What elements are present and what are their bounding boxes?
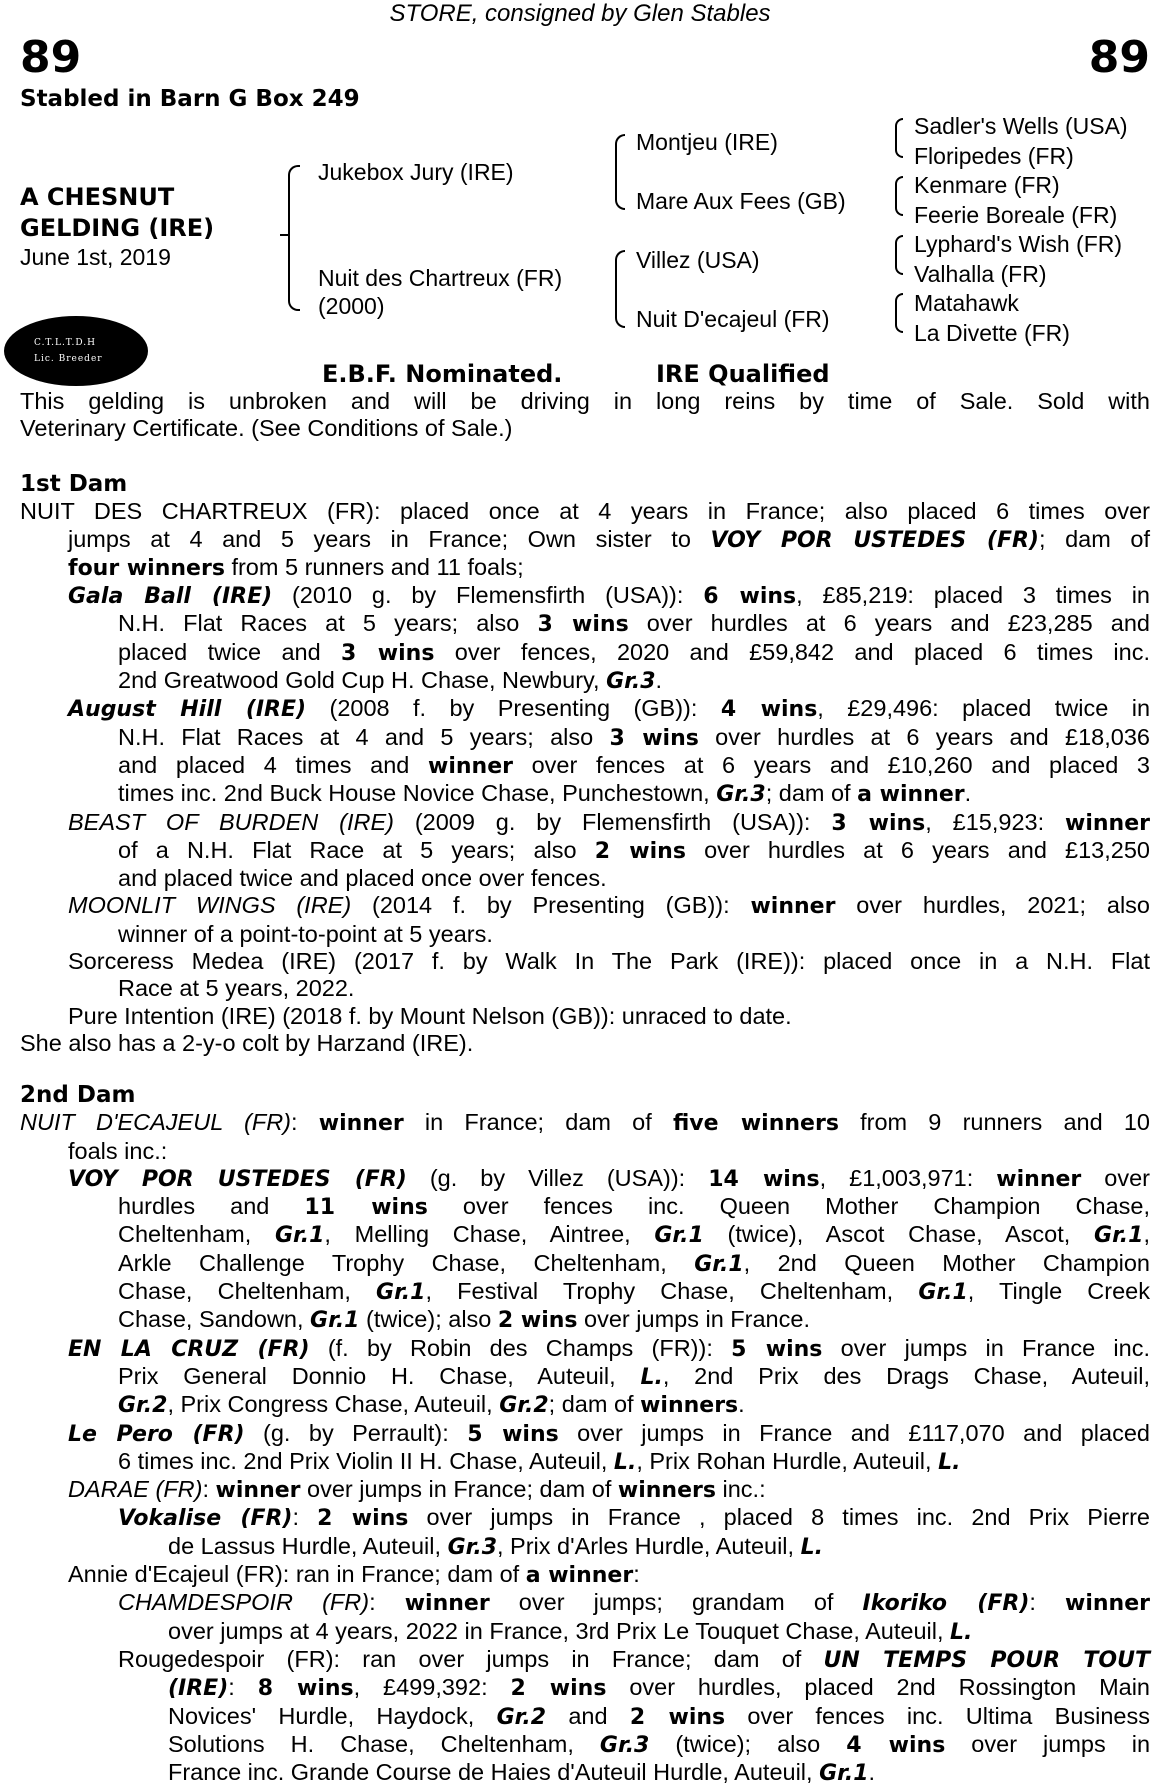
progeny-moonlit-wings: MOONLIT WINGS (IRE) (2014 f. by Presenting (GB)): winner over hurdles, 2021; also [68,892,1150,920]
first-dam-line: NUIT DES CHARTREUX (FR): placed once at 4 years in France; also placed 6 times over [20,498,1150,525]
progeny-line: Gr.2, Prix Congress Chase, Auteuil, Gr.2; dam of winners. [118,1391,745,1419]
pedigree-dds: Matahawk [914,290,1019,316]
horse-sex-line: GELDING (IRE) [20,214,215,242]
progeny-line: Chase, Sandown, Gr.1 (twice); also 2 wins over jumps in France. [118,1306,810,1334]
brace-gen1-tip [280,234,290,236]
progeny-voy-por-ustedes: VOY POR USTEDES (FR) (g. by Villez (USA)): 14 wins, £1,003,971: winner over [68,1164,1150,1192]
brace-ds [895,235,903,275]
progeny-chamdespoir: CHAMDESPOIR (FR): winner over jumps; grandam of Ikoriko (FR): winner [118,1589,1150,1617]
first-dam-line: jumps at 4 and 5 years in France; Own sister to VOY POR USTEDES (FR); dam of [68,525,1150,553]
lot-number-right: 89 [1088,32,1150,83]
pedigree-dam-sire: Villez (USA) [636,247,760,273]
progeny-line: Chase, Cheltenham, Gr.1, Festival Trophy Chase, Cheltenham, Gr.1, Tingle Creek [118,1278,1150,1306]
progeny-line: over jumps at 4 years, 2022 in France, 3rd Prix Le Touquet Chase, Auteuil, L. [168,1617,973,1645]
pedigree-sire-sire: Montjeu (IRE) [636,129,778,155]
progeny-line: and placed twice and placed once over fences. [118,865,607,892]
progeny-en-la-cruz: EN LA CRUZ (FR) (f. by Robin des Champs (FR)): 5 wins over jumps in France inc. [68,1334,1151,1362]
pedigree-ddd: La Divette (FR) [914,320,1070,346]
progeny-line: hurdles and 11 wins over fences inc. Queen Mother Champion Chase, [118,1193,1150,1221]
pedigree-ssd: Floripedes (FR) [914,143,1074,169]
horse-description [20,182,214,244]
progeny-line: Prix General Donnio H. Chase, Auteuil, L., 2nd Prix des Drags Chase, Auteuil, [118,1362,1150,1390]
progeny-annie-decajeul: Annie d'Ecajeul (FR): ran in France; dam of a winner: [68,1561,640,1589]
brace-dd [895,293,903,333]
breeder-logo [4,316,148,386]
progeny-beast-of-burden: BEAST OF BURDEN (IRE) (2009 g. by Flemensfirth (USA)): 3 wins, £15,923: winner [68,808,1150,836]
progeny-line: N.H. Flat Races at 5 years; also 3 wins over hurdles at 6 years and £23,285 and [118,610,1150,638]
brace-gen1 [288,165,300,311]
pedigree-dam-dam: Nuit D'ecajeul (FR) [636,306,830,332]
pedigree-dss: Lyphard's Wish (FR) [914,231,1123,257]
progeny-line: Solutions H. Chase, Cheltenham, Gr.3 (twice); also 4 wins over jumps in [168,1730,1151,1758]
progeny-line: Race at 5 years, 2022. [118,975,355,1002]
pedigree-sdd: Feerie Boreale (FR) [914,202,1118,228]
intro-line-2: Veterinary Certificate. (See Conditions of Sale.) [20,415,513,442]
second-dam-section [20,1081,1150,1787]
progeny-line: N.H. Flat Races at 4 and 5 years; also 3 wins over hurdles at 6 years and £18,036 [118,723,1150,751]
progeny-line: Novices' Hurdle, Haydock, Gr.2 and 2 wins over fences inc. Ultima Business [168,1702,1150,1730]
progeny-darae: DARAE (FR): winner over jumps in France; dam of winners inc.: [68,1476,766,1504]
progeny-rougedespoir: Rougedespoir (FR): ran over jumps in France; dam of UN TEMPS POUR TOUT [118,1645,1150,1673]
logo-text-1: C.T.L.T.D.H [34,338,96,348]
intro-paragraph [20,388,1150,443]
progeny-pure-intention: Pure Intention (IRE) (2018 f. by Mount Nelson (GB)): unraced to date. [68,1002,792,1029]
brace-dam [615,250,625,328]
pedigree-dsd: Valhalla (FR) [914,261,1047,287]
pedigree-sds: Kenmare (FR) [914,172,1060,198]
horse-color-line: A CHESNUT [20,183,175,211]
brace-sd [895,176,903,216]
progeny-line: winner of a point-to-point at 5 years. [118,920,493,947]
brace-ss [895,118,903,158]
pedigree-sss: Sadler's Wells (USA) [914,113,1128,139]
first-dam-also: She also has a 2-y-o colt by Harzand (IRE). [20,1029,474,1056]
pedigree-dam: Nuit des Chartreux (FR) [318,265,563,291]
lot-number-left: 89 [20,32,82,83]
progeny-line: Cheltenham, Gr.1, Melling Chase, Aintree, Gr.1 (twice), Ascot Chase, Ascot, Gr.1, [118,1221,1150,1249]
progeny-line: of a N.H. Flat Race at 5 years; also 2 wins over hurdles at 6 years and £13,250 [118,836,1150,864]
progeny-line: 6 times inc. 2nd Prix Violin II H. Chase, Auteuil, L., Prix Rohan Hurdle, Auteuil, L. [118,1447,961,1475]
progeny-line: Arkle Challenge Trophy Chase, Cheltenham, Gr.1, 2nd Queen Mother Champion [118,1249,1150,1277]
barn-location: Stabled in Barn G Box 249 [20,86,360,112]
progeny-line: de Lassus Hurdle, Auteuil, Gr.3, Prix d'Arles Hurdle, Auteuil, L. [168,1532,823,1560]
progeny-gala-ball: Gala Ball (IRE) (2010 g. by Flemensfirth (USA)): 6 wins, £85,219: placed 3 times in [68,582,1150,610]
progeny-line: (IRE): 8 wins, £499,392: 2 wins over hurdles, placed 2nd Rossington Main [168,1674,1151,1702]
progeny-line: and placed 4 times and winner over fences at 6 years and £10,260 and placed 3 [118,751,1151,779]
foaling-date: June 1st, 2019 [20,244,171,270]
second-dam-line: foals inc.: [68,1137,168,1164]
progeny-le-pero: Le Pero (FR) (g. by Perrault): 5 wins over jumps in France and £117,070 and placed [68,1419,1150,1447]
progeny-line: placed twice and 3 wins over fences, 2020 and £59,842 and placed 6 times inc. [118,638,1150,666]
progeny-sorceress-medea: Sorceress Medea (IRE) (2017 f. by Walk In The Park (IRE)): placed once in a N.H. Flat [68,948,1150,975]
ebf-nominated: E.B.F. Nominated. [322,360,563,388]
pedigree-sire-dam: Mare Aux Fees (GB) [636,188,846,214]
progeny-line: times inc. 2nd Buck House Novice Chase, Punchestown, Gr.3; dam of a winner. [118,780,972,808]
progeny-line: 2nd Greatwood Gold Cup H. Chase, Newbury, Gr.3. [118,667,663,695]
intro-line-1: This gelding is unbroken and will be driving in long reins by time of Sale. Sold with [20,388,1150,414]
pedigree-sire: Jukebox Jury (IRE) [318,159,514,185]
progeny-august-hill: August Hill (IRE) (2008 f. by Presenting (GB)): 4 wins, £29,496: placed twice in [68,695,1151,723]
progeny-vokalise: Vokalise (FR): 2 wins over jumps in France , placed 8 times inc. 2nd Prix Pierre [118,1504,1150,1532]
first-dam-heading: 1st Dam [20,471,128,497]
pedigree-dam-year: (2000) [318,293,385,319]
progeny-line: France inc. Grande Course de Haies d'Auteuil Hurdle, Auteuil, Gr.1. [168,1759,876,1787]
brace-sire [615,134,625,210]
consignor-line: STORE, consigned by Glen Stables [389,0,771,27]
first-dam-line: four winners from 5 runners and 11 foals; [68,553,524,581]
second-dam-heading: 2nd Dam [20,1082,136,1108]
second-dam-line: NUIT D'ECAJEUL (FR): winner in France; dam of five winners from 9 runners and 10 [20,1109,1150,1137]
first-dam-section [20,470,1150,1057]
ire-qualified: IRE Qualified [656,360,830,388]
logo-text-2: Lic. Breeder [34,354,103,364]
